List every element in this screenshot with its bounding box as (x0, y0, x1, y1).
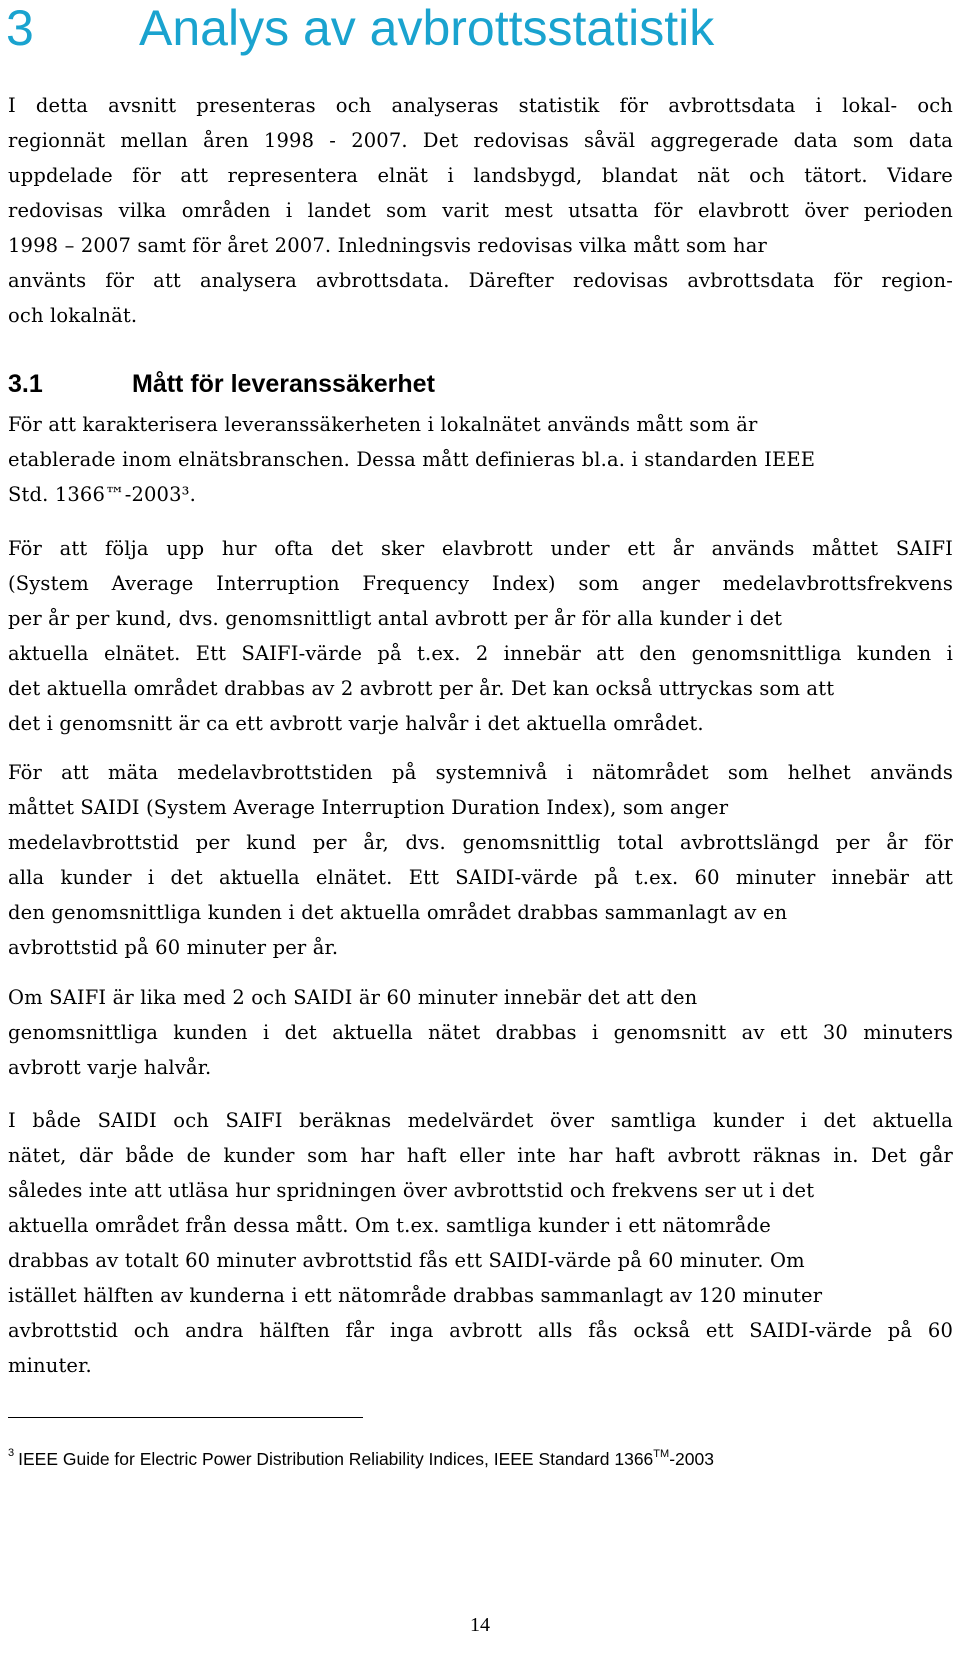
paragraph-line: aktuella området från dessa mått. Om t.ex. samtliga kunder i ett nätområde (8, 1214, 771, 1237)
footnote (8, 1447, 714, 1470)
paragraph-line: minuter. (8, 1354, 92, 1377)
paragraph-line: medelavbrottstid per kund per år, dvs. genomsnittlig total avbrottslängd per år för (8, 831, 953, 854)
footnote-divider (8, 1417, 363, 1418)
chapter-heading (6, 0, 714, 56)
paragraph-line: genomsnittliga kunden i det aktuella nätet drabbas i genomsnitt av ett 30 minuters (8, 1021, 953, 1044)
paragraph-line: uppdelade för att representera elnät i landsbygd, blandat nät och tätort. Vidare (8, 164, 953, 187)
page-number: 14 (470, 1614, 490, 1636)
footnote-text-suffix: -2003 (669, 1449, 714, 1469)
saifi-paragraph (8, 531, 953, 741)
paragraph-line: För att karakterisera leveranssäkerheten i lokalnätet används mått som är (8, 413, 758, 436)
section-title: Mått för leveranssäkerhet (132, 370, 435, 398)
paragraph-line: Std. 1366™-2003³. (8, 483, 196, 506)
paragraph-line: avbrott varje halvår. (8, 1056, 212, 1079)
paragraph-line: För att mäta medelavbrottstiden på systemnivå i nätområdet som helhet används (8, 761, 953, 784)
paragraph-line: använts för att analysera avbrottsdata. Därefter redovisas avbrottsdata för region- (8, 269, 953, 292)
paragraph-line: regionnät mellan åren 1998 - 2007. Det redovisas såväl aggregerade data som data (8, 129, 953, 152)
footnote-marker: 3 (8, 1447, 15, 1459)
paragraph-line: således inte att utläsa hur spridningen över avbrottstid och frekvens ser ut i det (8, 1179, 815, 1202)
paragraph-line: (System Average Interruption Frequency Index) som anger medelavbrottsfrekvens (8, 572, 953, 595)
paragraph-line: istället hälften av kunderna i ett nätområde drabbas sammanlagt av 120 minuter (8, 1284, 823, 1307)
section-paragraph (8, 407, 953, 512)
footnote-trademark: TM (653, 1448, 670, 1460)
paragraph-line: måttet SAIDI (System Average Interruption Duration Index), som anger (8, 796, 729, 819)
paragraph-line: drabbas av totalt 60 minuter avbrottstid fås ett SAIDI-värde på 60 minuter. Om (8, 1249, 805, 1272)
saidi-paragraph (8, 755, 953, 965)
paragraph-line: aktuella elnätet. Ett SAIFI-värde på t.ex. 2 innebär att den genomsnittliga kunden i (8, 642, 953, 665)
paragraph-line: redovisas vilka områden i landet som varit mest utsatta för elavbrott över perioden (8, 199, 953, 222)
paragraph-line: I detta avsnitt presenteras och analyseras statistik för avbrottsdata i lokal- och (8, 94, 953, 117)
paragraph-line: 1998 – 2007 samt för året 2007. Inledningsvis redovisas vilka mått som har (8, 234, 767, 257)
paragraph-line: det aktuella området drabbas av 2 avbrott per år. Det kan också uttryckas som att (8, 677, 835, 700)
chapter-number: 3 (6, 0, 34, 56)
paragraph-line: det i genomsnitt är ca ett avbrott varje halvår i det aktuella området. (8, 712, 704, 735)
paragraph-line: den genomsnittliga kunden i det aktuella området drabbas sammanlagt av en (8, 901, 788, 924)
paragraph-line: För att följa upp hur ofta det sker elavbrott under ett år används måttet SAIFI (8, 537, 953, 560)
paragraph-line: etablerade inom elnätsbranschen. Dessa mått definieras bl.a. i standarden IEEE (8, 448, 816, 471)
paragraph-line: I både SAIDI och SAIFI beräknas medelvärdet över samtliga kunder i det aktuella (8, 1109, 953, 1132)
section-heading (8, 368, 435, 400)
paragraph-line: Om SAIFI är lika med 2 och SAIDI är 60 minuter innebär det att den (8, 986, 698, 1009)
paragraph-line: per år per kund, dvs. genomsnittligt antal avbrott per år för alla kunder i det (8, 607, 783, 630)
chapter-title: Analys av avbrottsstatistik (139, 0, 715, 56)
combination-paragraph (8, 980, 953, 1085)
paragraph-line: avbrottstid och andra hälften får inga avbrott alls fås också ett SAIDI-värde på 60 (8, 1319, 953, 1342)
paragraph-line: alla kunder i det aktuella elnätet. Ett SAIDI-värde på t.ex. 60 minuter innebär att (8, 866, 953, 889)
average-paragraph (8, 1103, 953, 1383)
paragraph-line: nätet, där både de kunder som har haft eller inte har haft avbrott räknas in. Det går (8, 1144, 953, 1167)
paragraph-line: avbrottstid på 60 minuter per år. (8, 936, 339, 959)
intro-paragraph (8, 88, 953, 333)
footnote-text: IEEE Guide for Electric Power Distribution Reliability Indices, IEEE Standard 1366 (18, 1449, 654, 1469)
section-number: 3.1 (8, 370, 43, 398)
paragraph-line: och lokalnät. (8, 304, 138, 327)
